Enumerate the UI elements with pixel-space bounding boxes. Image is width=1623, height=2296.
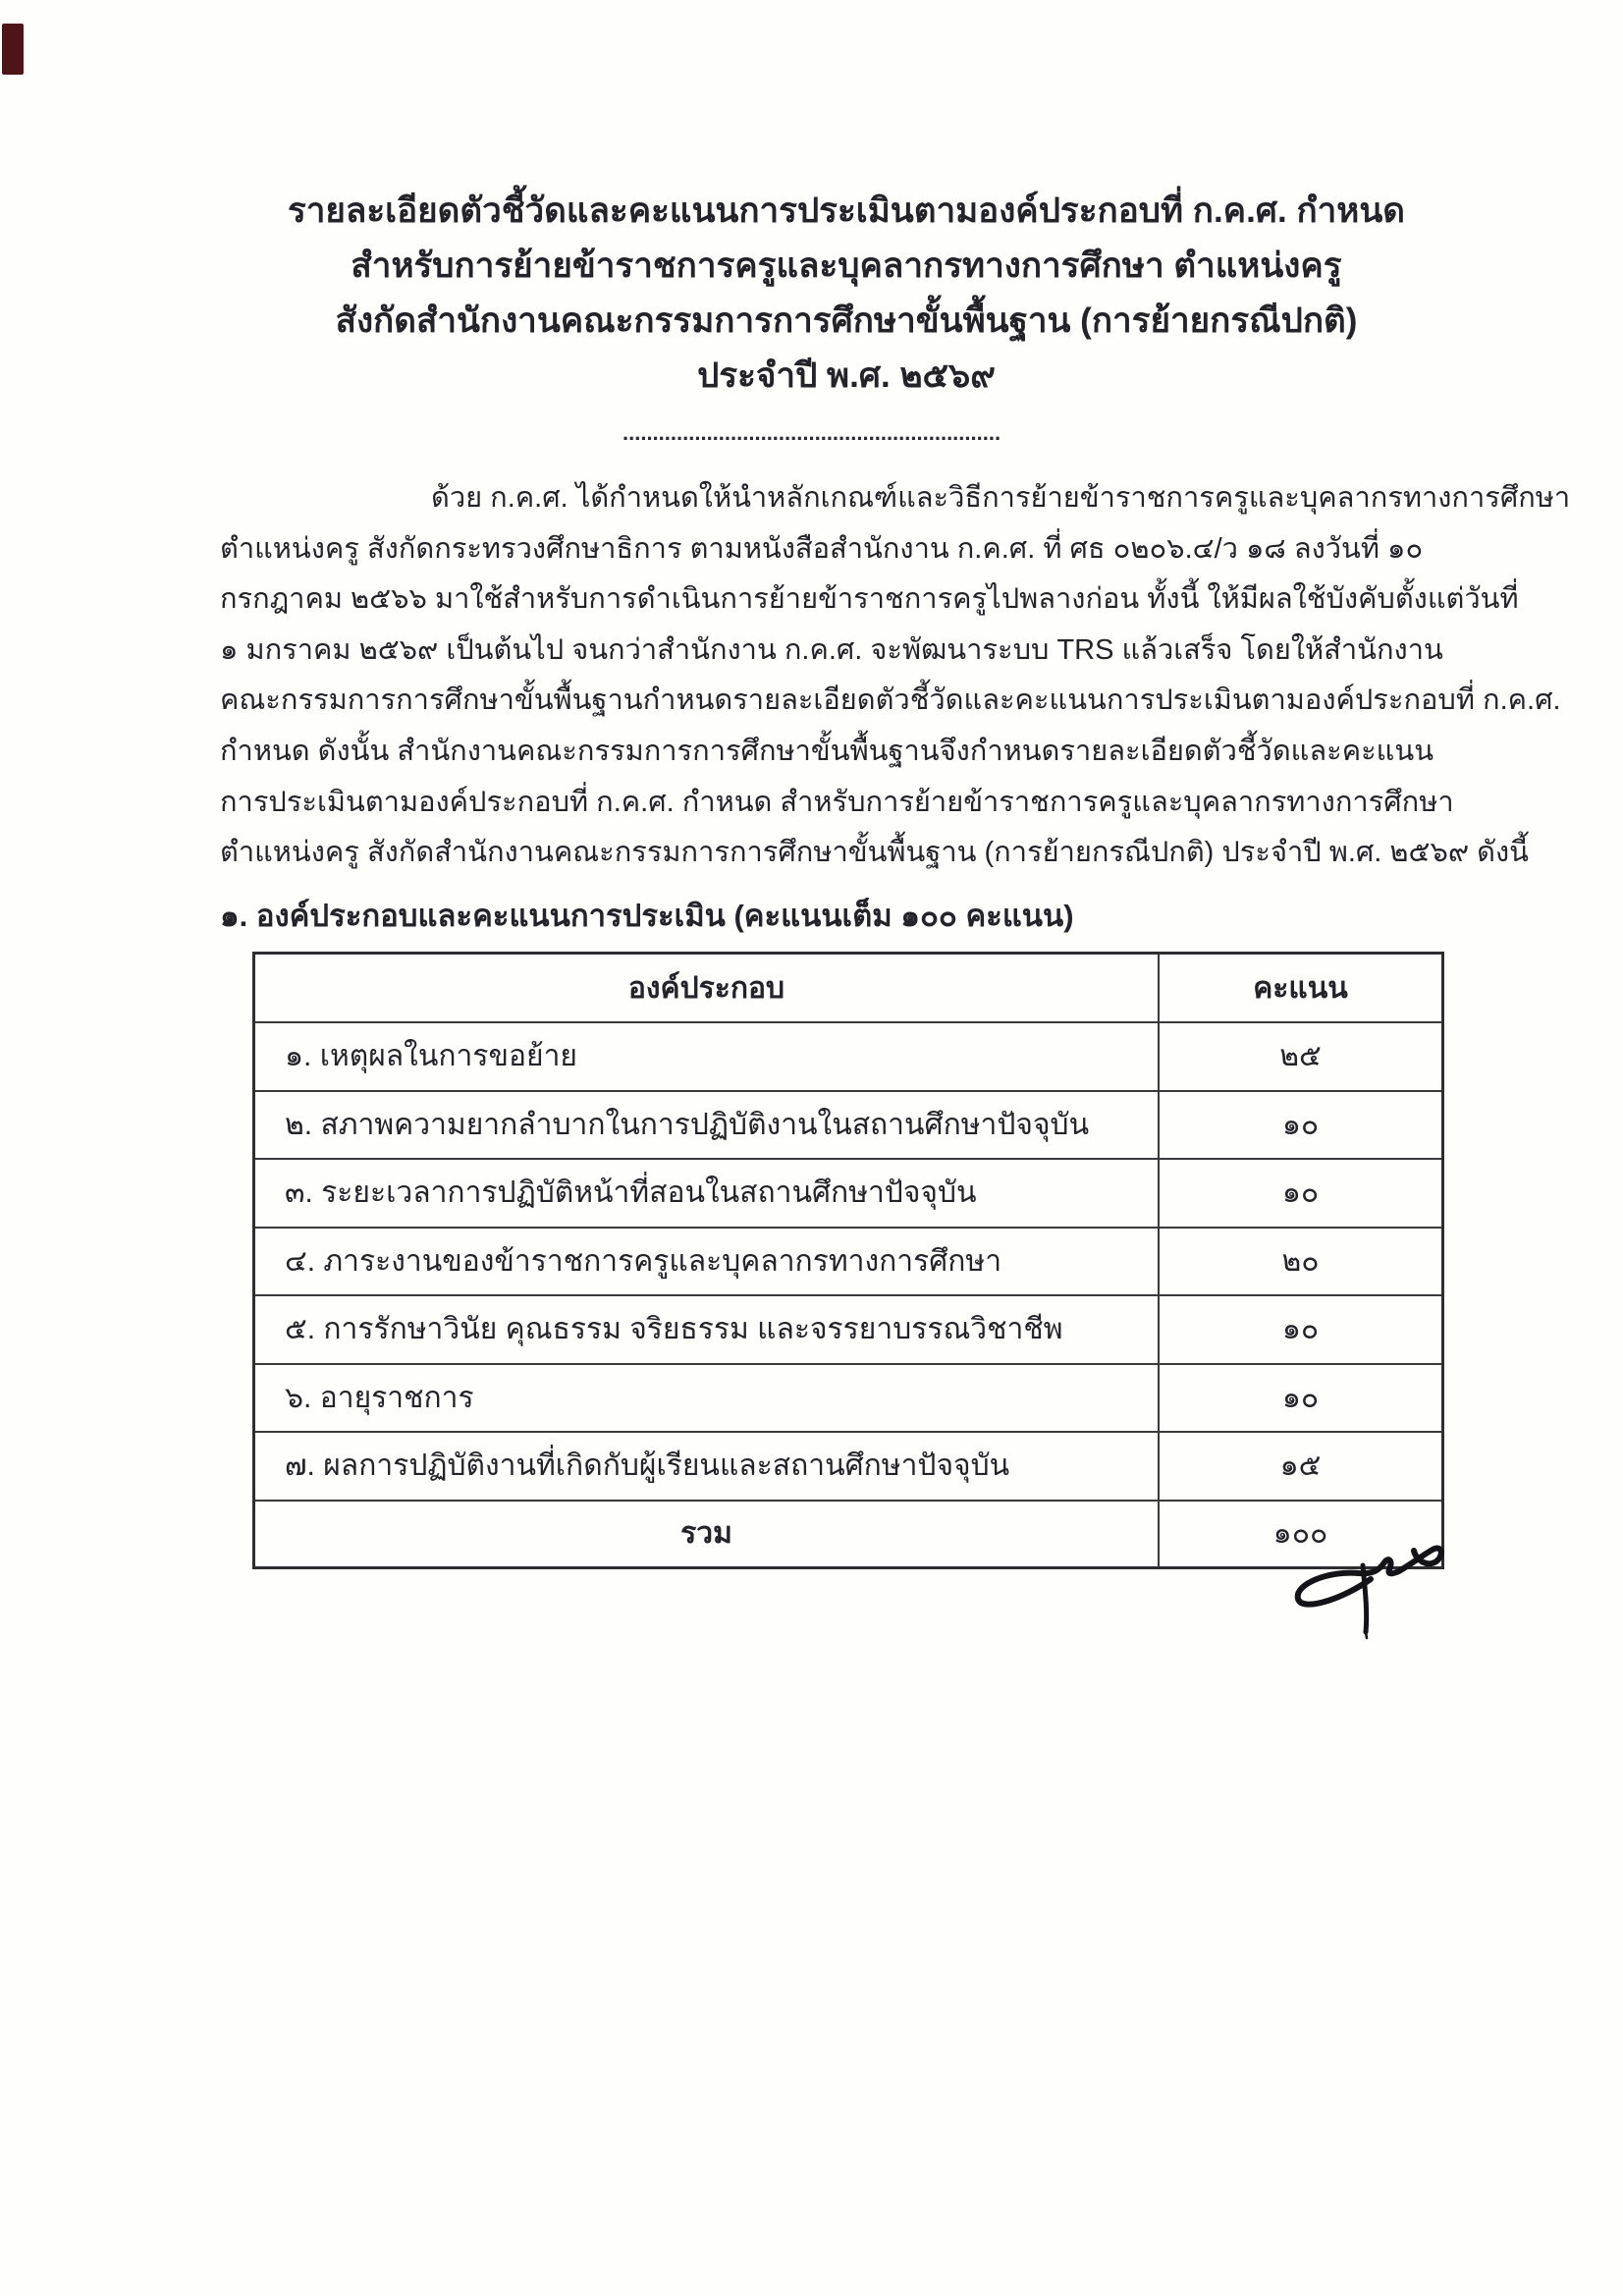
- paragraph-line: ๑ มกราคม ๒๕๖๙ เป็นต้นไป จนกว่าสำนักงาน ก.ค.ศ. จะพัฒนาระบบ TRS แล้วเสร็จ โดยให้สำนักงาน: [220, 633, 1443, 666]
- paragraph-line: คณะกรรมการการศึกษาขั้นพื้นฐานกำหนดรายละเอียดตัวชี้วัดและคะแนนการประเมินตามองค์ประกอบที่ ก.ค.ศ.: [220, 684, 1561, 717]
- table-row-score: ๑๐: [1160, 1296, 1441, 1365]
- dotted-divider: ...............................................................: [622, 420, 1001, 445]
- table-row-score: ๑๕: [1160, 1433, 1441, 1502]
- table-row-label: ๒. สภาพความยากลำบากในการปฏิบัติงานในสถานศึกษาปัจจุบัน: [255, 1092, 1160, 1161]
- table-row-score: ๑๐: [1160, 1160, 1441, 1229]
- document-title-line-2: สำหรับการย้ายข้าราชการครูและบุคลากรทางการศึกษา ตำแหน่งครู: [351, 246, 1342, 285]
- document-title-line-3: สังกัดสำนักงานคณะกรรมการการศึกษาขั้นพื้นฐาน (การย้ายกรณีปกติ): [335, 301, 1358, 340]
- document-title: [220, 184, 1473, 404]
- scan-artifact-mark: [2, 24, 24, 75]
- paragraph-line: กำหนด ดังนั้น สำนักงานคณะกรรมการการศึกษาขั้นพื้นฐานจึงกำหนดรายละเอียดตัวชี้วัดและคะแนน: [220, 735, 1434, 767]
- table-header-organization: องค์ประกอบ: [255, 955, 1160, 1023]
- table-row-score: ๒๕: [1160, 1023, 1441, 1092]
- table-row-label: ๓. ระยะเวลาการปฏิบัติหน้าที่สอนในสถานศึกษาปัจจุบัน: [255, 1160, 1160, 1229]
- table-total-value: ๑๐๐: [1272, 1517, 1328, 1550]
- score-table: [252, 952, 1444, 1569]
- table-row-score: ๒๐: [1160, 1229, 1441, 1297]
- table-row-label: ๗. ผลการปฏิบัติงานที่เกิดกับผู้เรียนและสถานศึกษาปัจจุบัน: [255, 1433, 1160, 1502]
- table-row-score: ๑๐: [1160, 1365, 1441, 1434]
- table-row-label: ๖. อายุราชการ: [255, 1365, 1160, 1434]
- document-title-line-1: รายละเอียดตัวชี้วัดและคะแนนการประเมินตามองค์ประกอบที่ ก.ค.ศ. กำหนด: [287, 191, 1406, 230]
- paragraph-line: กรกฎาคม ๒๕๖๖ มาใช้สำหรับการดำเนินการย้ายข้าราชการครูไปพลางก่อน ทั้งนี้ ให้มีผลใช้บังคับตั้งแต่วันที่: [220, 583, 1519, 616]
- table-row-label: ๔. ภาระงานของข้าราชการครูและบุคลากรทางการศึกษา: [255, 1229, 1160, 1297]
- paragraph-line: ตำแหน่งครู สังกัดสำนักงานคณะกรรมการการศึกษาขั้นพื้นฐาน (การย้ายกรณีปกติ) ประจำปี พ.ศ. ๒๕๖๙ ดังนี้: [220, 837, 1529, 869]
- section-heading: ๑. องค์ประกอบและคะแนนการประเมิน (คะแนนเต็ม ๑๐๐ คะแนน): [220, 899, 1074, 933]
- paragraph-line: ตำแหน่งครู สังกัดกระทรวงศึกษาธิการ ตามหนังสือสำนักงาน ก.ค.ศ. ที่ ศธ ๐๒๐๖.๔/ว ๑๘ ลงวันที่ ๑๐: [220, 532, 1424, 565]
- paragraph-line: ด้วย ก.ค.ศ. ได้กำหนดให้นำหลักเกณฑ์และวิธีการย้ายข้าราชการครูและบุคลากรทางการศึกษา: [431, 482, 1571, 514]
- intro-paragraph: [220, 473, 1571, 879]
- document-title-line-4: ประจำปี พ.ศ. ๒๕๖๙: [697, 356, 996, 395]
- table-row-score: ๑๐: [1160, 1092, 1441, 1161]
- table-row-label: ๕. การรักษาวินัย คุณธรรม จริยธรรม และจรรยาบรรณวิชาชีพ: [255, 1296, 1160, 1365]
- signature-ink: [1272, 1528, 1459, 1646]
- paragraph-line: การประเมินตามองค์ประกอบที่ ก.ค.ศ. กำหนด สำหรับการย้ายข้าราชการครูและบุคลากรทางการศึกษา: [220, 786, 1454, 818]
- table-total-label: รวม: [255, 1502, 1160, 1566]
- table-row-label: ๑. เหตุผลในการขอย้าย: [255, 1023, 1160, 1092]
- table-header-score: คะแนน: [1160, 955, 1441, 1023]
